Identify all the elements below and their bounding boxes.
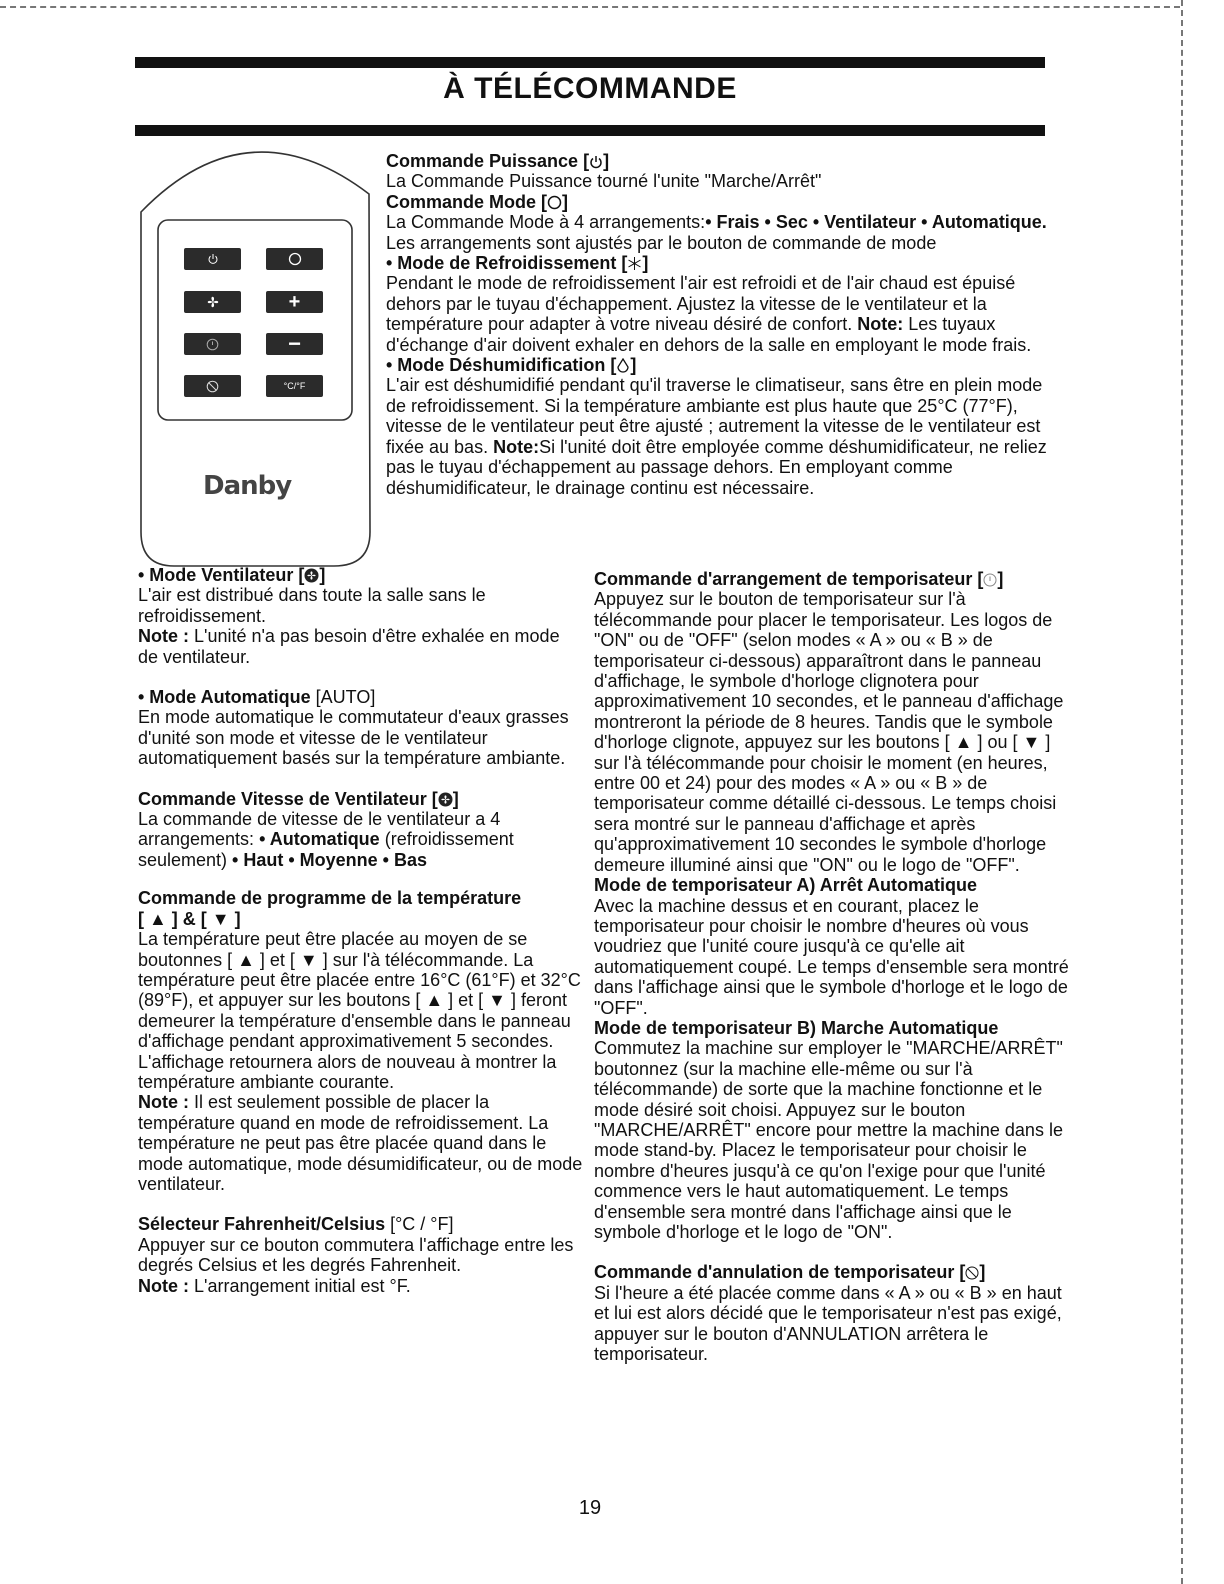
cut-line-top xyxy=(0,6,1180,8)
cooling-text: Pendant le mode de refroidissement l'air est refroidi et de l'air chaud est épuisé dehors par le tuyau d'échappement. Ajustez la vitesse de le ventilateur et la température pour adapter à votre niveau désiré de confort. Note: Les tuyaux d'échange d'air doivent exhaler en dehors de la salle en employant le mode frais. xyxy=(386,273,1032,355)
cut-line-right xyxy=(1181,0,1183,1584)
remote-control-illustration xyxy=(138,142,372,568)
power-icon xyxy=(207,253,219,265)
temperature-note: Note : Il est seulement possible de placer la température quand en mode de refroidissement. La température ne peut pas être placée quand dans le mode automatique, mode désumidificateur, ou de mode ventilateur. xyxy=(138,1092,583,1194)
timer-cancel-text: Si l'heure a été placée comme dans « A » ou « B » en haut et lui est alors décidé que le temporisateur n'est pas exigé, appuyer sur le bouton d'ANNULATION arrêtera le temporisateur. xyxy=(594,1282,1062,1365)
remote-plus-button xyxy=(266,291,323,313)
title-rule-top xyxy=(135,57,1045,68)
droplet-icon xyxy=(616,358,630,373)
auto-mode-text: En mode automatique le commutateur d'eaux grasses d'unité son mode et vitesse de le ventilateur automatiquement basés sur la température ambiante. xyxy=(138,707,569,769)
timer-icon xyxy=(206,338,219,351)
minus-icon: − xyxy=(288,331,301,356)
page-title: À TÉLÉCOMMANDE xyxy=(443,72,737,105)
cooling-heading: • Mode de Refroidissement [ xyxy=(386,253,628,274)
auto-mode-heading: • Mode Automatique xyxy=(138,687,311,708)
timer-mode-b-text: Commutez la machine sur employer le "MARCHE/ARRÊT" boutonnez (sur la machine elle-même ou sur l'à télécommande) de sorte que la machine fonctionne et le mode désiré soit choisi. Appuyez sur le bouton "MARCHE/ARRÊT" encore pour mettre la machine dans le mode stand-by. Placez le temporisateur pour choisir le nombre d'heures jusqu'à ce qu'on l'exige pour que l'unité commence vers le haut automatiquement. Le temps d'ensemble sera montré dans l'affichage ainsi que le symbole d'horloge et le logo de "ON". xyxy=(594,1038,1063,1242)
plus-icon: + xyxy=(288,290,301,313)
power-text: La Commande Puissance tourné l'unite "Marche/Arrêt" xyxy=(386,171,822,192)
fan-icon xyxy=(205,294,221,310)
remote-timer-cancel-button xyxy=(184,375,241,397)
temperature-heading: Commande de programme de la température xyxy=(138,888,522,909)
temperature-heading-arrows: [ ▲ ] & [ ▼ ] xyxy=(138,908,241,929)
fan-speed-heading: Commande Vitesse de Ventilateur [ xyxy=(138,788,438,809)
cf-selector-heading: Sélecteur Fahrenheit/Celsius xyxy=(138,1214,386,1235)
fan-icon xyxy=(304,568,319,583)
fan-speed-text: La commande de vitesse de le ventilateur a 4 arrangements: • Automatique (refroidissement seulement) • Haut • Moyenne • Bas xyxy=(138,809,514,870)
fan-mode-text: L'air est distribué dans toute la salle sans le refroidissement. xyxy=(138,585,486,626)
celsius-fahrenheit-icon: °C/°F xyxy=(283,381,306,391)
timer-icon xyxy=(983,573,997,587)
timer-cancel-icon xyxy=(965,1266,979,1280)
timer-cancel-icon xyxy=(206,380,219,393)
timer-mode-a-heading: Mode de temporisateur A) Arrêt Automatique xyxy=(594,875,978,896)
mode-icon xyxy=(547,195,562,210)
remote-fan-button xyxy=(184,291,241,313)
timer-heading: Commande d'arrangement de temporisateur [ xyxy=(594,569,984,589)
fan-mode-note: Note : L'unité n'a pas besoin d'être exhalée en mode de ventilateur. xyxy=(138,626,560,667)
fan-speed-icon xyxy=(438,792,453,807)
right-column: Commande d'arrangement de temporisateur [ ] Appuyez sur le bouton de temporisateur sur l'à télécommande pour placer le temporisateur. Les logos de "ON" ou de "OFF" (selon modes « A » ou « B » de temporisateur ci-dessous) apparaîtront dans le panneau d'affichage, le symbole d'horloge clignotera pour approximativement 10 secondes, et le panneau d'affichage montreront la période de 8 heures. Tandis que le symbole d'horloge clignote, appuyez sur les boutons [ ▲ ] ou [ ▼ ] sur l'à télécommande pour choisir le moment (en heures, entre 00 et 24) pour des modes « A » ou « B » de temporisateur comme détaillé ci-dessous. Le temps choisi sera montré sur le panneau d'affichage et après qu'approximativement 10 secondes le symbole d'horloge demeure illuminé ainsi que "ON" ou le logo de "OFF". Mode de temporisateur A) Arrêt Automatique Avec la machine dessus et en courant, placez le temporisateur pour choisir le nombre d'heures où vous voudriez que l'unité coure jusqu'à ce qu'elle ait automatiquement coupé. Le temps d'ensemble sera montré dans l'affichage ainsi que le symbole d'horloge et le logo de "OFF". Mode de temporisateur B) Marche Automatique Commutez la machine sur employer le "MARCHE/ARRÊT" boutonnez (sur la machine elle-même ou sur l'à télécommande) de sorte que la machine fonctionne et le mode désiré soit choisi. Appuyez sur le bouton "MARCHE/ARRÊT" encore pour mettre la machine dans le mode stand-by. Placez le temporisateur pour choisir le nombre d'heures jusqu'à ce qu'on l'exige pour que l'unité commence vers le haut automatiquement. Le temps d'ensemble sera montré dans l'affichage ainsi que le symbole d'horloge et le logo de "ON". Commande d'annulation de temporisateur [ ] Si l'heure a été placée comme dans « A » ou « B » en haut et lui est alors décidé que le temporisateur n'est pas exigé, appuyer sur le bouton d'ANNULATION arrêtera le temporisateur. xyxy=(594,569,1080,1364)
remote-brand-logo: Danby xyxy=(203,471,292,501)
timer-text: Appuyez sur le bouton de temporisateur sur l'à télécommande pour placer le temporisateur. Les logos de "ON" ou de "OFF" (selon modes « A » ou « B » de temporisateur ci-dessous) apparaîtront dans le panneau d'affichage, le symbole d'horloge clignotera pour approximativement 10 secondes, et le panneau d'affichage montreront la période de 8 heures. Tandis que le symbole d'horloge clignote, appuyez sur les boutons [ ▲ ] ou [ ▼ ] sur l'à télécommande pour choisir le moment (en heures, entre 00 et 24) pour des modes « A » ou « B » de temporisateur comme détaillé ci-dessous. Le temps choisi sera montré sur le panneau d'affichage et après qu'approximativement 10 secondes le symbole d'horloge demeure illuminé ainsi que "ON" ou le logo de "OFF". xyxy=(594,589,1064,875)
timer-cancel-heading: Commande d'annulation de temporisateur [ xyxy=(594,1262,966,1283)
mode-text: La Commande Mode à 4 arrangements:• Frais • Sec • Ventilateur • Automatique. Les arrangements sont ajustés par le bouton de commande de mode xyxy=(386,212,1047,253)
top-text-block: Commande Puissance [ ] La Commande Puissance tourné l'unite "Marche/Arrêt" Commande Mode [ ] La Commande Mode à 4 arrangements:• Frais • Sec • Ventilateur • Automatique. Les arrangements sont ajustés par le bouton de commande de mode • Mode de Refroidissement [ ] Pendant le mode de refroidissement l'air est refroidi et de l'air chaud est épuisé dehors par le tuyau d'échappement. Ajustez la vitesse de le ventilateur et la température pour adapter à votre niveau désiré de confort. Note: Les tuyaux d'échange d'air doivent exhaler en dehors de la salle en employant le mode frais. • Mode Déshumidification [ ] L'air est déshumidifié pendant qu'il traverse le climatiseur, sans être en plein mode de refroidissement. Si la température ambiante est plus haute que 25°C (77°F), vitesse de le ventilateur peut être ajusté ; autrement la vitesse de le ventilateur est fixée au bas. Note:Si l'unité doit être employée comme déshumidificateur, ne reliez pas le tuyau d'échappement au passage dehors. En employant comme déshumidificateur, le drainage continu est nécessaire. xyxy=(386,151,1051,498)
remote-cf-button xyxy=(266,375,323,397)
left-column: • Mode Ventilateur [ ] L'air est distribué dans toute la salle sans le refroidissement. Note : L'unité n'a pas besoin d'être exhalée en mode de ventilateur. • Mode Automatique [AUTO] En mode automatique le commutateur d'eaux grasses d'unité son mode et vitesse de le ventilateur automatiquement basés sur la température ambiante. Commande Vitesse de Ventilateur [ ] La commande de vitesse de le ventilateur a 4 arrangements: • Automatique (refroidissement seulement) • Haut • Moyenne • Bas Commande de programme de la température [ ▲ ] & [ ▼ ] La température peut être placée au moyen de se boutonnes [ ▲ ] et [ ▼ ] sur l'à télécommande. La température peut être placée entre 16°C (61°F) et 32°C (89°F), et appuyer sur les boutons [ ▲ ] et [ ▼ ] feront demeurer la température d'ensemble dans le panneau d'affichage pendant approximativement 5 secondes. L'affichage retournera alors de nouveau à montrer la température ambiante courante. Note : Il est seulement possible de placer la température quand en mode de refroidissement. La température ne peut pas être placée quand dans le mode automatique, mode désumidificateur, ou de mode ventilateur. Sélecteur Fahrenheit/Celsius [°C / °F] Appuyer sur ce bouton commutera l'affichage entre les degrés Celsius et les degrés Fahrenheit. Note : L'arrangement initial est °F. xyxy=(138,565,583,1296)
fan-mode-heading: • Mode Ventilateur [ xyxy=(138,565,305,585)
remote-power-button xyxy=(184,248,241,270)
remote-timer-button xyxy=(184,333,241,355)
power-heading: Commande Puissance [ xyxy=(386,151,590,171)
dehumidify-heading: • Mode Déshumidification [ xyxy=(386,355,617,376)
dehumidify-text: L'air est déshumidifié pendant qu'il traverse le climatiseur, sans être en plein mode de refroidissement. Si la température ambiante est plus haute que 25°C (77°F), vitesse de le ventilateur peut être ajusté ; autrement la vitesse de le ventilateur est fixée au bas. Note:Si l'unité doit être employée comme déshumidificateur, ne reliez pas le tuyau d'échappement au passage dehors. En employant comme déshumidificateur, le drainage continu est nécessaire. xyxy=(386,375,1047,498)
cf-selector-text: Appuyer sur ce bouton commutera l'affichage entre les degrés Celsius et les degrés Fahrenheit. xyxy=(138,1234,574,1276)
snowflake-icon xyxy=(627,256,642,271)
remote-mode-button xyxy=(266,248,323,270)
page-number: 19 xyxy=(578,1497,602,1519)
timer-mode-a-text: Avec la machine dessus et en courant, placez le temporisateur pour choisir le nombre d'heures où vous voudriez que l'unité coure jusqu'à ce qu'elle ait automatiquement coupé. Le temps d'ensemble sera montré dans l'affichage ainsi que le symbole d'horloge et le logo de "OFF". xyxy=(594,895,1069,1018)
mode-icon xyxy=(288,252,302,266)
timer-mode-b-heading: Mode de temporisateur B) Marche Automatique xyxy=(594,1017,999,1038)
cf-selector-note: Note : L'arrangement initial est °F. xyxy=(138,1275,411,1296)
power-icon xyxy=(589,155,603,169)
mode-heading: Commande Mode [ xyxy=(386,191,548,212)
remote-minus-button xyxy=(266,333,323,355)
temperature-text: La température peut être placée au moyen de se boutonnes [ ▲ ] et [ ▼ ] sur l'à télécommande. La température peut être placée entre 16°C (61°F) et 32°C (89°F), et appuyer sur les boutons [ ▲ ] et [ ▼ ] feront demeurer la température d'ensemble dans le panneau d'affichage pendant approximativement 5 secondes. L'affichage retournera alors de nouveau à montrer la température ambiante courante. xyxy=(138,929,581,1092)
title-rule-bottom xyxy=(135,125,1045,136)
